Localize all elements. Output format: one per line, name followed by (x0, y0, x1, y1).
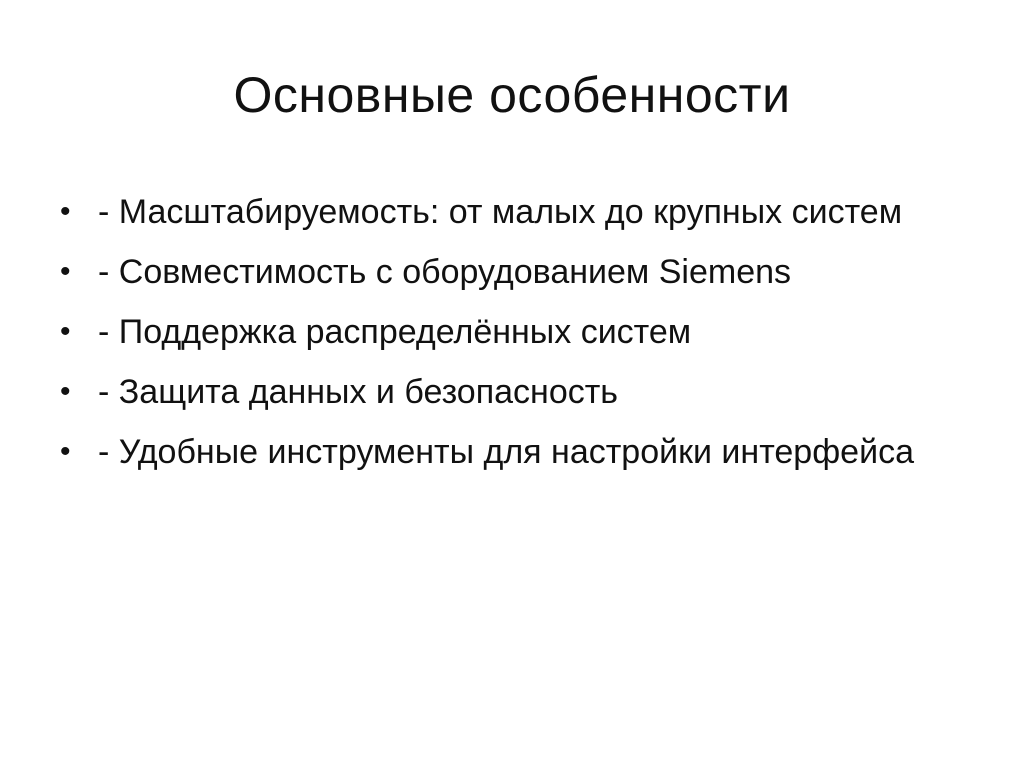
bullet-icon: • (60, 435, 71, 468)
bullet-icon: • (60, 375, 71, 408)
bullet-text: - Поддержка распределённых систем (98, 313, 692, 351)
bullet-text: - Удобные инструменты для настройки интерфейса (98, 433, 914, 471)
bullet-icon: • (60, 255, 71, 288)
bullet-item (60, 248, 960, 296)
bullet-list (60, 188, 960, 488)
bullet-text: - Совместимость с оборудованием Siemens (98, 253, 792, 291)
bullet-text: - Защита данных и безопасность (98, 373, 619, 411)
bullet-item (60, 308, 960, 356)
bullet-text: - Масштабируемость: от малых до крупных систем (98, 193, 903, 231)
bullet-item (60, 188, 960, 236)
bullet-icon: • (60, 315, 71, 348)
bullet-item (60, 428, 960, 476)
bullet-icon: • (60, 195, 71, 228)
bullet-item (60, 368, 960, 416)
slide-title: Основные особенности (233, 67, 791, 123)
